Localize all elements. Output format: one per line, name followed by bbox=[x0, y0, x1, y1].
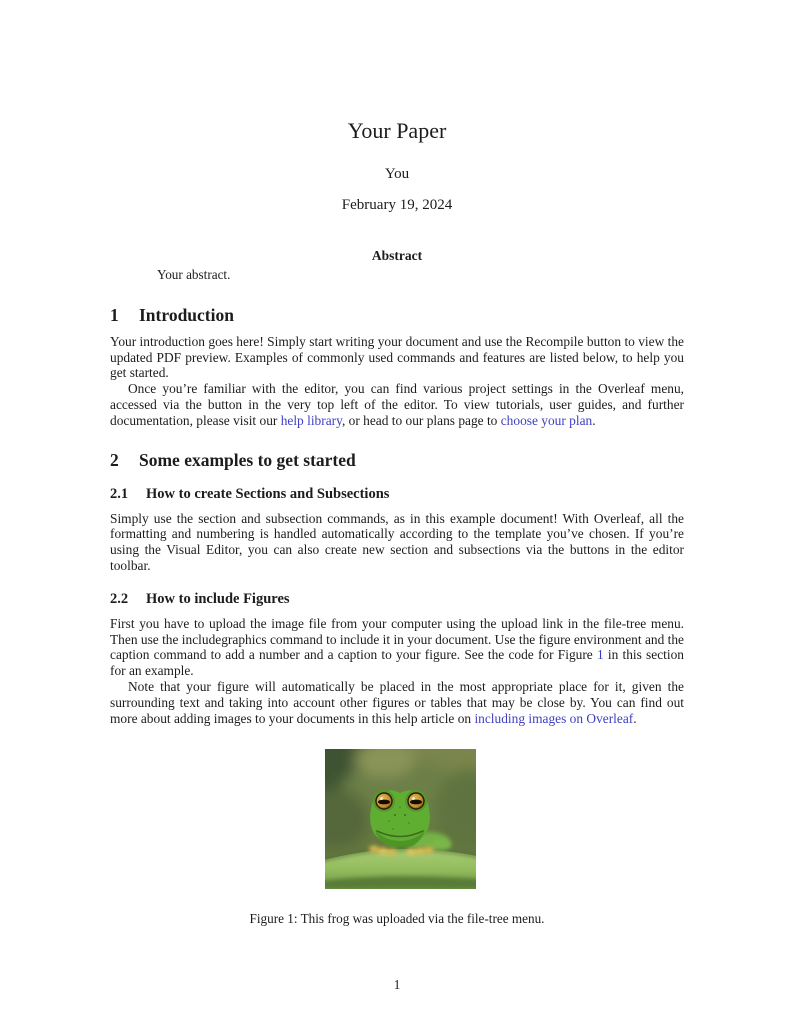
paper-title: Your Paper bbox=[347, 118, 447, 143]
section-heading-2.1: 2.1 How to create Sections and Subsections bbox=[110, 485, 390, 502]
text-block bbox=[110, 0, 684, 927]
section-number: 2.1 bbox=[110, 485, 129, 502]
frog-photo bbox=[325, 749, 476, 889]
hyperlink[interactable]: help library bbox=[280, 412, 342, 428]
figure-caption: Figure 1: This frog was uploaded via the file-tree menu. bbox=[249, 911, 545, 927]
document-body bbox=[110, 305, 684, 727]
paragraph: Simply use the section and subsection commands, as in this example document! With Overleaf, all the formatting and numbering is handled automatically according to the template you’ve chosen. If you’re using the Visual Editor, you can also create new section and subsections via the buttons in the editor toolbar. bbox=[110, 510, 684, 573]
paper-author: You bbox=[384, 166, 410, 182]
abstract-heading: Abstract bbox=[371, 248, 423, 263]
section-number: 2.2 bbox=[110, 590, 129, 607]
page-number: 1 bbox=[393, 977, 401, 992]
paragraph: Once you’re familiar with the editor, you can find various project settings in the Overleaf menu, accessed via the button in the very top left of the editor. To view tutorials, user guides, and further documentation, please visit our help library, or head to our plans page to choose your plan. bbox=[110, 381, 684, 428]
paper-date: February 19, 2024 bbox=[341, 197, 453, 213]
section-number: 1 bbox=[110, 304, 119, 325]
section-heading-2.2: 2.2 How to include Figures bbox=[110, 590, 290, 607]
section-number: 2 bbox=[110, 449, 119, 470]
figure-1 bbox=[110, 749, 684, 927]
section-heading-1: 1 Introduction bbox=[110, 304, 234, 325]
paragraph: Your introduction goes here! Simply start writing your document and use the Recompile button to view the updated PDF preview. Examples of commonly used commands and features are listed below, to help you get started. bbox=[110, 333, 684, 381]
abstract-body: Your abstract. bbox=[157, 267, 231, 282]
paragraph: Note that your figure will automatically be placed in the most appropriate place for it, given the surrounding text and taking into account other figures or tables that may be close by. You can find out more about adding images to your documents in this help article on including images on Overleaf. bbox=[110, 678, 684, 726]
paragraph: First you have to upload the image file from your computer using the upload link in the file-tree menu. Then use the includegraphics command to include it in your document. Use the figure environment and the caption command to add a number and a caption to your figure. See the code for Figure 1 in this section for an example. bbox=[110, 615, 684, 679]
section-heading-2: 2 Some examples to get started bbox=[110, 449, 356, 470]
hyperlink[interactable]: including images on Overleaf bbox=[474, 710, 634, 726]
hyperlink[interactable]: choose your plan bbox=[500, 412, 593, 428]
hyperlink[interactable]: 1 bbox=[596, 647, 604, 663]
